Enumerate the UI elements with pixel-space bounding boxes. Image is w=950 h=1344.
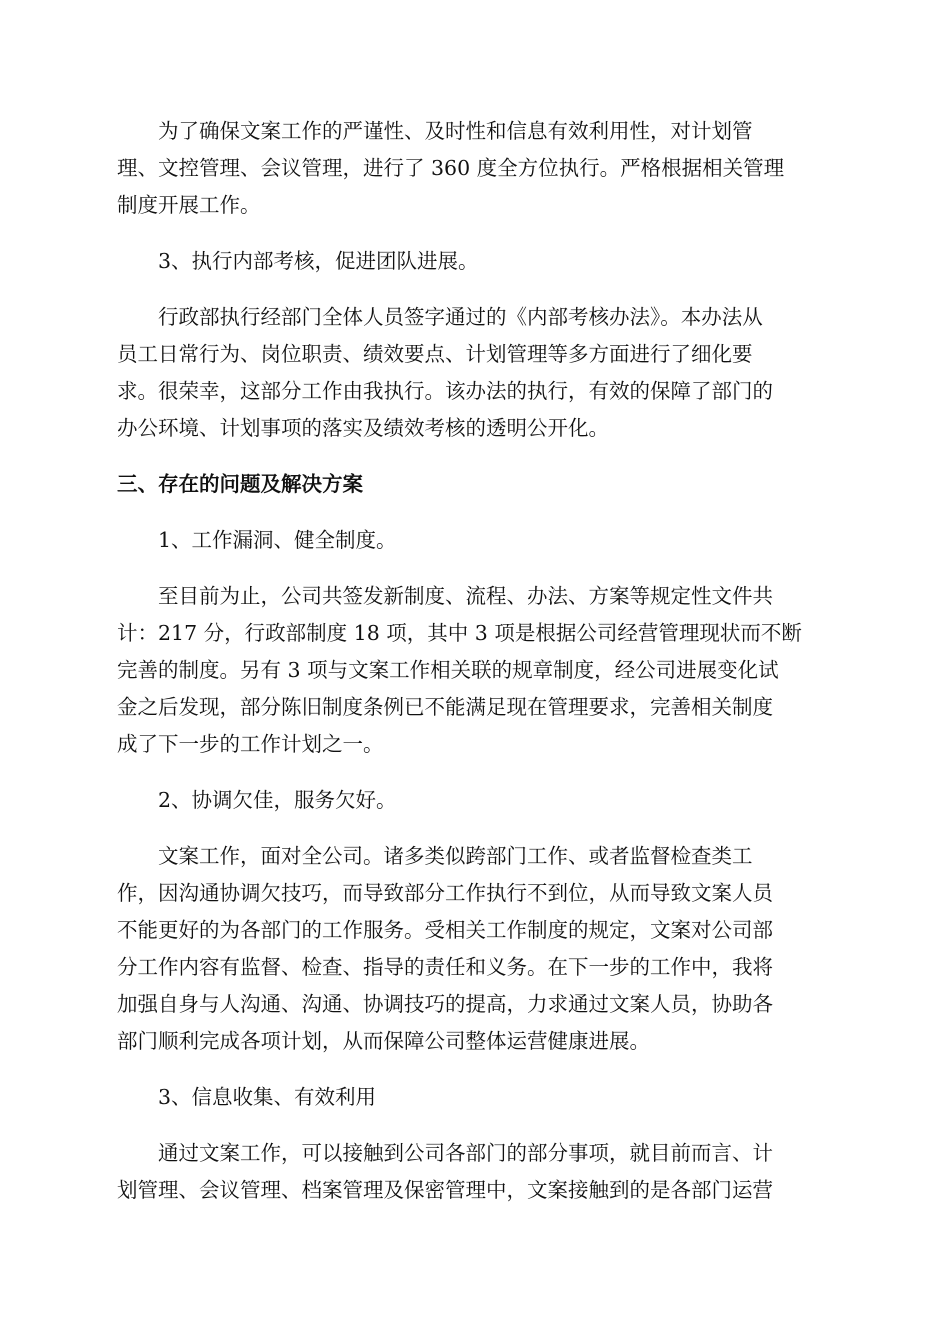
- text-line: 完善的制度。另有 3 项与文案工作相关联的规章制度，经公司进展变化试: [117, 658, 779, 682]
- text-line: 理、文控管理、会议管理，进行了 360 度全方位执行。严格根据相关管理: [117, 156, 785, 180]
- paragraph-1: [117, 113, 833, 224]
- text-line: 不能更好的为各部门的工作服务。受相关工作制度的规定，文案对公司部: [117, 918, 773, 942]
- subheading-work-loopholes: 1、工作漏洞、健全制度。: [158, 528, 397, 552]
- text-line: 员工日常行为、岗位职责、绩效要点、计划管理等多方面进行了细化要: [117, 342, 753, 366]
- text-line: 通过文案工作，可以接触到公司各部门的部分事项，就目前而言、计: [158, 1141, 773, 1165]
- paragraph-3: [117, 578, 833, 763]
- text-line: 划管理、会议管理、档案管理及保密管理中，文案接触到的是各部门运营: [117, 1178, 773, 1202]
- paragraph-2: [117, 299, 833, 447]
- text-line: 行政部执行经部门全体人员签字通过的《内部考核办法》。本办法从: [158, 305, 763, 329]
- text-line: 分工作内容有监督、检查、指导的责任和义务。在下一步的工作中，我将: [117, 955, 773, 979]
- document-page: [117, 113, 833, 1228]
- text-line: 计：217 分，行政部制度 18 项，其中 3 项是根据公司经营管理现状而不断: [117, 621, 802, 645]
- text-line: 成了下一步的工作计划之一。: [117, 732, 384, 756]
- text-line: 办公环境、计划事项的落实及绩效考核的透明公开化。: [117, 416, 609, 440]
- text-line: 部门顺利完成各项计划，从而保障公司整体运营健康进展。: [117, 1029, 650, 1053]
- text-line: 求。很荣幸，这部分工作由我执行。该办法的执行，有效的保障了部门的: [117, 379, 773, 403]
- section-title: 三、存在的问题及解决方案: [117, 472, 363, 496]
- text-line: 为了确保文案工作的严谨性、及时性和信息有效利用性，对计划管: [158, 119, 753, 143]
- subheading-information: 3、信息收集、有效利用: [158, 1085, 377, 1109]
- text-line: 加强自身与人沟通、沟通、协调技巧的提高，力求通过文案人员，协助各: [117, 992, 773, 1016]
- subheading-coordination: 2、协调欠佳，服务欠好。: [158, 788, 397, 812]
- text-line: 至目前为止，公司共签发新制度、流程、办法、方案等规定性文件共: [158, 584, 773, 608]
- text-line: 作，因沟通协调欠技巧，而导致部分工作执行不到位，从而导致文案人员: [117, 881, 773, 905]
- text-line: 制度开展工作。: [117, 193, 261, 217]
- paragraph-5: [117, 1135, 833, 1209]
- paragraph-4: [117, 838, 833, 1060]
- text-line: 金之后发现，部分陈旧制度条例已不能满足现在管理要求，完善相关制度: [117, 695, 773, 719]
- text-line: 文案工作，面对全公司。诸多类似跨部门工作、或者监督检查类工: [158, 844, 753, 868]
- subheading-execute-assessment: 3、执行内部考核，促进团队进展。: [158, 249, 479, 273]
